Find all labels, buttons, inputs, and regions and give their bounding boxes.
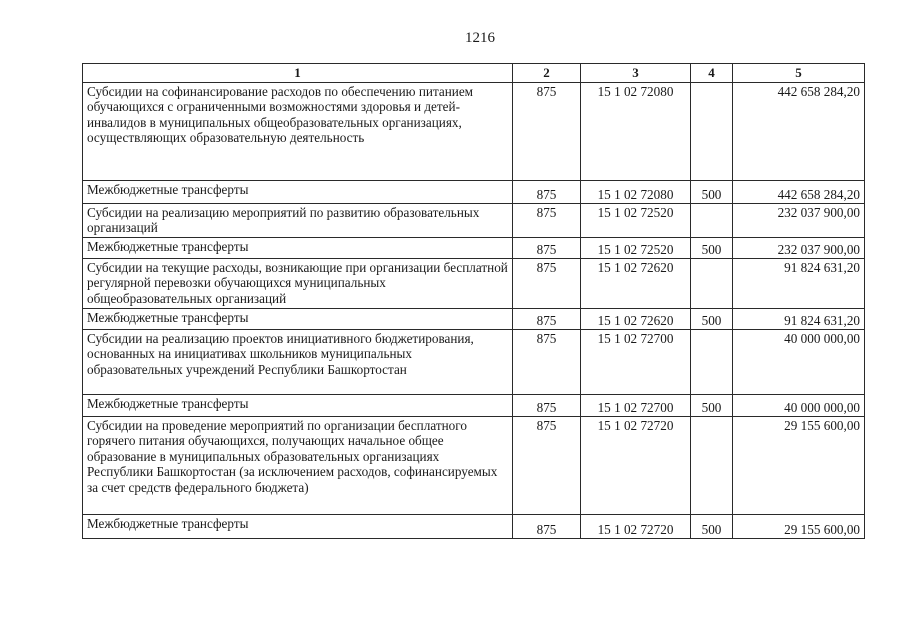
row-csr: 15 1 02 72520 <box>581 203 691 237</box>
table-row <box>83 237 865 258</box>
row-csr: 15 1 02 72620 <box>581 308 691 329</box>
table-row <box>83 203 865 237</box>
row-name: Межбюджетные трансферты <box>83 180 513 203</box>
row-code: 875 <box>513 203 581 237</box>
row-code: 875 <box>513 394 581 416</box>
row-sum: 40 000 000,00 <box>733 329 865 394</box>
row-sum: 442 658 284,20 <box>733 180 865 203</box>
row-code: 875 <box>513 514 581 538</box>
row-csr: 15 1 02 72520 <box>581 237 691 258</box>
page-number: 1216 <box>465 30 495 46</box>
row-vr <box>691 329 733 394</box>
row-vr: 500 <box>691 308 733 329</box>
row-csr: 15 1 02 72080 <box>581 82 691 180</box>
header-col-vr: 4 <box>691 64 733 83</box>
header-col-code: 2 <box>513 64 581 83</box>
row-sum: 29 155 600,00 <box>733 416 865 514</box>
row-vr <box>691 82 733 180</box>
table-row <box>83 329 865 394</box>
row-vr: 500 <box>691 514 733 538</box>
row-code: 875 <box>513 237 581 258</box>
row-sum: 442 658 284,20 <box>733 82 865 180</box>
row-code: 875 <box>513 258 581 308</box>
row-name: Субсидии на софинансирование расходов по обеспечению питанием обучающихся с ограниченными возможностями здоровья и детей-инвалидов в муниципальных общеобразовательных организациях, осуществляющих образовательную деятельность <box>83 82 513 180</box>
row-csr: 15 1 02 72720 <box>581 416 691 514</box>
row-name: Межбюджетные трансферты <box>83 514 513 538</box>
table-row <box>83 258 865 308</box>
row-name: Межбюджетные трансферты <box>83 308 513 329</box>
row-name: Субсидии на текущие расходы, возникающие при организации бесплатной регулярной перевозки обучающихся муниципальных общеобразовательных организаций <box>83 258 513 308</box>
row-vr: 500 <box>691 237 733 258</box>
row-code: 875 <box>513 82 581 180</box>
row-csr: 15 1 02 72720 <box>581 514 691 538</box>
row-name: Субсидии на реализацию проектов инициативного бюджетирования, основанных на инициативах школьников муниципальных образовательных учреждений Республики Башкортостан <box>83 329 513 394</box>
row-vr: 500 <box>691 394 733 416</box>
row-name: Субсидии на проведение мероприятий по организации бесплатного горячего питания обучающихся, получающих начальное общее образование в муниципальных образовательных организациях Республики Башкортостан (за исключением расходов, софинансируемых за счет средств федерального бюджета) <box>83 416 513 514</box>
table-row <box>83 416 865 514</box>
row-sum: 232 037 900,00 <box>733 203 865 237</box>
row-name: Межбюджетные трансферты <box>83 237 513 258</box>
row-vr: 500 <box>691 180 733 203</box>
row-vr <box>691 258 733 308</box>
row-sum: 29 155 600,00 <box>733 514 865 538</box>
row-vr <box>691 416 733 514</box>
header-col-csr: 3 <box>581 64 691 83</box>
table-row <box>83 394 865 416</box>
row-name: Субсидии на реализацию мероприятий по развитию образовательных организаций <box>83 203 513 237</box>
table-header-row <box>83 64 865 83</box>
row-vr <box>691 203 733 237</box>
row-name: Межбюджетные трансферты <box>83 394 513 416</box>
row-code: 875 <box>513 308 581 329</box>
table-row <box>83 180 865 203</box>
table-row <box>83 308 865 329</box>
row-sum: 91 824 631,20 <box>733 258 865 308</box>
header-col-name: 1 <box>83 64 513 83</box>
row-sum: 232 037 900,00 <box>733 237 865 258</box>
table-row <box>83 82 865 180</box>
row-csr: 15 1 02 72080 <box>581 180 691 203</box>
row-csr: 15 1 02 72700 <box>581 329 691 394</box>
row-code: 875 <box>513 416 581 514</box>
row-sum: 91 824 631,20 <box>733 308 865 329</box>
row-csr: 15 1 02 72620 <box>581 258 691 308</box>
row-csr: 15 1 02 72700 <box>581 394 691 416</box>
table-row <box>83 514 865 538</box>
budget-table <box>82 63 865 539</box>
header-col-sum: 5 <box>733 64 865 83</box>
row-sum: 40 000 000,00 <box>733 394 865 416</box>
row-code: 875 <box>513 180 581 203</box>
row-code: 875 <box>513 329 581 394</box>
